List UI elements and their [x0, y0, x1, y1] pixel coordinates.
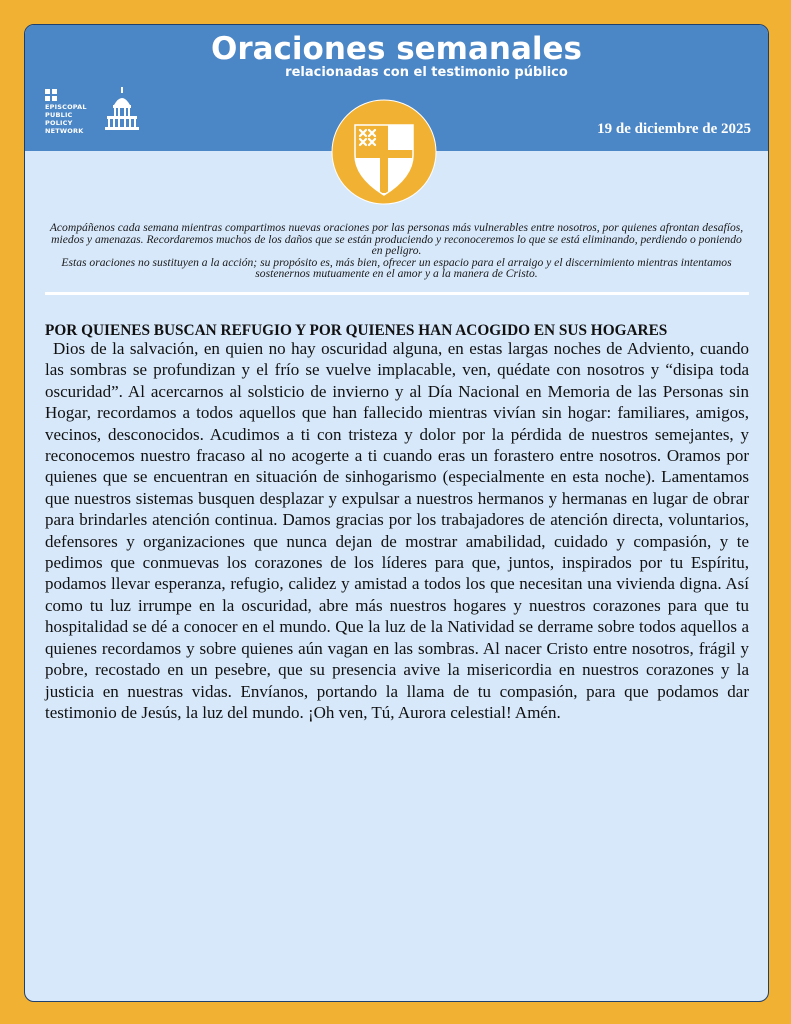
episcopal-cross-icon [45, 89, 57, 101]
page-card [24, 24, 769, 1002]
divider [45, 292, 749, 295]
episcopal-shield-icon [331, 99, 437, 205]
intro-paragraph-2: Estas oraciones no sustituyen a la acción; su propósito es, más bien, ofrecer un espacio para el arraigo y el discernimiento mientras intentamos sostenernos mutuamente en el amor y a la manera de Cristo. [61, 255, 732, 280]
intro-paragraph-1: Acompáñenos cada semana mientras compartimos nuevas oraciones por las personas más vulnerables entre nosotros, por quienes afrontan desafíos, miedos y amenazas. Recordaremos muchos de los daños que se están produciendo y reconoceremos lo que se está eliminando, perdiendo o poniendo en peligro. [49, 221, 744, 257]
eppn-logo [45, 89, 145, 139]
date-label: 19 de diciembre de 2025 [597, 121, 751, 137]
logo-text: EPISCOPAL PUBLIC POLICY NETWORK [45, 103, 87, 135]
prayer-heading: POR QUIENES BUSCAN REFUGIO Y POR QUIENES HAN ACOGIDO EN SUS HOGARES [45, 322, 668, 339]
page-subtitle: relacionadas con el testimonio público [285, 65, 568, 80]
page-title: Oraciones semanales [211, 31, 582, 67]
capitol-icon [105, 87, 139, 131]
prayer-body: Dios de la salvación, en quien no hay oscuridad alguna, en estas largas noches de Adviento, cuando las sombras se profundizan y el frío se vuelve implacable, ven, quédate con nosotros y “disipa toda oscuridad”. Al acercarnos al solsticio de invierno y al Día Nacional en Memoria de las Personas sin Hogar, recordamos a todos aquellos que han fallecido mientras vivían sin hogar: familiares, amigos, vecinos, desconocidos. Acudimos a ti con tristeza y dolor por la pérdida de nuestros semejantes, y reconocemos nuestro fracaso al no acogerte a ti cuando eras un forastero entre nosotros. Oramos por quienes que se encuentran en situación de sinhogarismo (especialmente en esta noche). Lamentamos que nuestros sistemas busquen desplazar y expulsar a nuestros hermanos y hermanas en lugar de obrar para brindarles atención continua. Damos gracias por los trabajadores de atención directa, voluntarios, defensores y organizaciones que nunca dejan de mostrar amabilidad, cuidado y compasión, y te pedimos que conmuevas los corazones de los líderes para que, juntos, inspirados por tu Espíritu, podamos llevar esperanza, refugio, calidez y amistad a todos los que necesitan una vivienda digna. Así como tu luz irrumpe en la oscuridad, abre más nuestros hogares y nuestros corazones para que tu hospitalidad se dé a conocer en el mundo. Que la luz de la Natividad se derrame sobre todos aquellos a quienes recordamos y sobre quienes aún vagan en las sombras. Al nacer Cristo entre nosotros, frágil y pobre, recostado en un pesebre, que su presencia avive la misericordia en nuestros corazones y la justicia en nuestras vidas. Envíanos, portando la llama de tu compasión, para que podamos dar testimonio de Jesús, la luz del mundo. ¡Oh ven, Tú, Aurora celestial! Amén. [45, 339, 749, 722]
intro-text [45, 222, 748, 280]
